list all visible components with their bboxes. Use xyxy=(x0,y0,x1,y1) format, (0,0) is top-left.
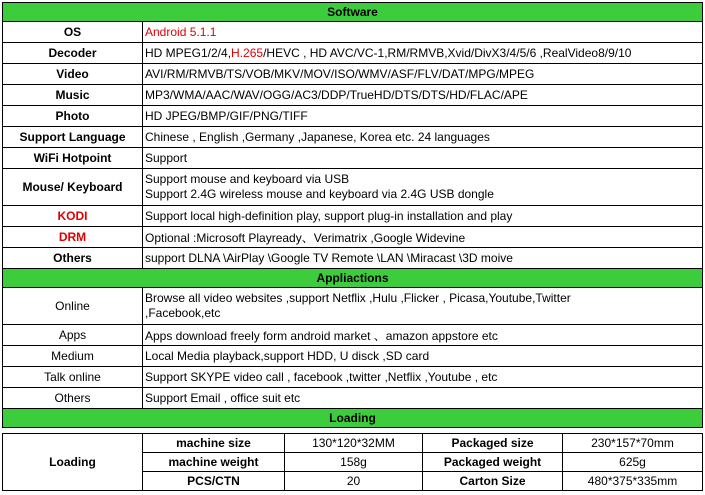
os-value: Android 5.1.1 xyxy=(143,22,703,43)
mouse-keyboard-label: Mouse/ Keyboard xyxy=(3,169,143,206)
online-label: Online xyxy=(3,288,143,325)
video-label: Video xyxy=(3,64,143,85)
talk-online-label: Talk online xyxy=(3,367,143,388)
others-software-value: support DLNA \AirPlay \Google TV Remote \LAN \Miracast \3D moive xyxy=(143,248,703,269)
decoder-value-a: HD MPEG1/2/4, xyxy=(145,46,232,60)
row-apps xyxy=(3,325,703,346)
photo-label: Photo xyxy=(3,106,143,127)
row-decoder xyxy=(3,43,703,64)
kodi-value: Support local high-definition play, support plug-in installation and play xyxy=(143,206,703,227)
row-mouse-keyboard xyxy=(3,169,703,206)
decoder-value-h265: H.265 xyxy=(231,46,264,60)
software-header: Software xyxy=(3,3,703,22)
row-music xyxy=(3,85,703,106)
kodi-label: KODI xyxy=(3,206,143,227)
carton-size-label: Carton Size xyxy=(423,472,563,491)
mouse-keyboard-value xyxy=(143,169,703,206)
software-header-row xyxy=(3,3,703,22)
packaged-weight-label: Packaged weight xyxy=(423,453,563,472)
pcs-ctn-value: 20 xyxy=(285,472,423,491)
packaged-size-label: Packaged size xyxy=(423,434,563,453)
machine-weight-value: 158g xyxy=(285,453,423,472)
wifi-label: WiFi Hotpoint xyxy=(3,148,143,169)
decoder-value-c: /HEVC , HD AVC/VC-1,RM/RMVB,Xvid/DivX3/4/5/6 ,RealVideo8/9/10 xyxy=(263,46,632,60)
mouse-keyboard-line-2: Support 2.4G wireless mouse and keyboard via 2.4G USB dongle xyxy=(145,187,494,201)
loading-table xyxy=(2,433,703,491)
online-value xyxy=(143,288,703,325)
row-talk-online xyxy=(3,367,703,388)
row-kodi xyxy=(3,206,703,227)
os-label: OS xyxy=(3,22,143,43)
music-value: MP3/WMA/AAC/WAV/OGG/AC3/DDP/TrueHD/DTS/DTS/HD/FLAC/APE xyxy=(143,85,703,106)
row-language xyxy=(3,127,703,148)
online-line-2: ,Facebook,etc xyxy=(145,306,221,320)
drm-label: DRM xyxy=(3,227,143,248)
packaged-size-value: 230*157*70mm xyxy=(563,434,703,453)
applications-header: Appliactions xyxy=(3,269,703,288)
drm-value: Optional :Microsoft Playready、Verimatrix ,Google Widevine xyxy=(143,227,703,248)
apps-value: Apps download freely form android market 、amazon appstore etc xyxy=(143,325,703,346)
machine-size-label: machine size xyxy=(143,434,285,453)
others-software-label: Others xyxy=(3,248,143,269)
mouse-keyboard-line-1: Support mouse and keyboard via USB xyxy=(145,172,350,186)
row-wifi xyxy=(3,148,703,169)
machine-weight-label: machine weight xyxy=(143,453,285,472)
online-line-1: Browse all video websites ,support Netflix ,Hulu ,Flicker , Picasa,Youtube,Twitter xyxy=(145,291,571,305)
decoder-value xyxy=(143,43,703,64)
row-photo xyxy=(3,106,703,127)
language-value: Chinese , English ,Germany ,Japanese, Korea etc. 24 languages xyxy=(143,127,703,148)
row-drm xyxy=(3,227,703,248)
decoder-label: Decoder xyxy=(3,43,143,64)
row-online xyxy=(3,288,703,325)
loading-row-1 xyxy=(3,434,703,453)
medium-value: Local Media playback,support HDD, U disck ,SD card xyxy=(143,346,703,367)
wifi-value: Support xyxy=(143,148,703,169)
row-os xyxy=(3,22,703,43)
others-apps-label: Others xyxy=(3,388,143,409)
language-label: Support Language xyxy=(3,127,143,148)
packaged-weight-value: 625g xyxy=(563,453,703,472)
spec-table xyxy=(2,2,703,428)
apps-label: Apps xyxy=(3,325,143,346)
row-others-software xyxy=(3,248,703,269)
medium-label: Medium xyxy=(3,346,143,367)
machine-size-value: 130*120*32MM xyxy=(285,434,423,453)
photo-value: HD JPEG/BMP/GIF/PNG/TIFF xyxy=(143,106,703,127)
talk-online-value: Support SKYPE video call , facebook ,twitter ,Netflix ,Youtube , etc xyxy=(143,367,703,388)
video-value: AVI/RM/RMVB/TS/VOB/MKV/MOV/ISO/WMV/ASF/FLV/DAT/MPG/MPEG xyxy=(143,64,703,85)
loading-header-row xyxy=(3,409,703,428)
carton-size-value: 480*375*335mm xyxy=(563,472,703,491)
row-medium xyxy=(3,346,703,367)
pcs-ctn-label: PCS/CTN xyxy=(143,472,285,491)
loading-header: Loading xyxy=(3,409,703,428)
row-video xyxy=(3,64,703,85)
row-others-apps xyxy=(3,388,703,409)
others-apps-value: Support Email , office suit etc xyxy=(143,388,703,409)
music-label: Music xyxy=(3,85,143,106)
applications-header-row xyxy=(3,269,703,288)
loading-label: Loading xyxy=(3,434,143,491)
